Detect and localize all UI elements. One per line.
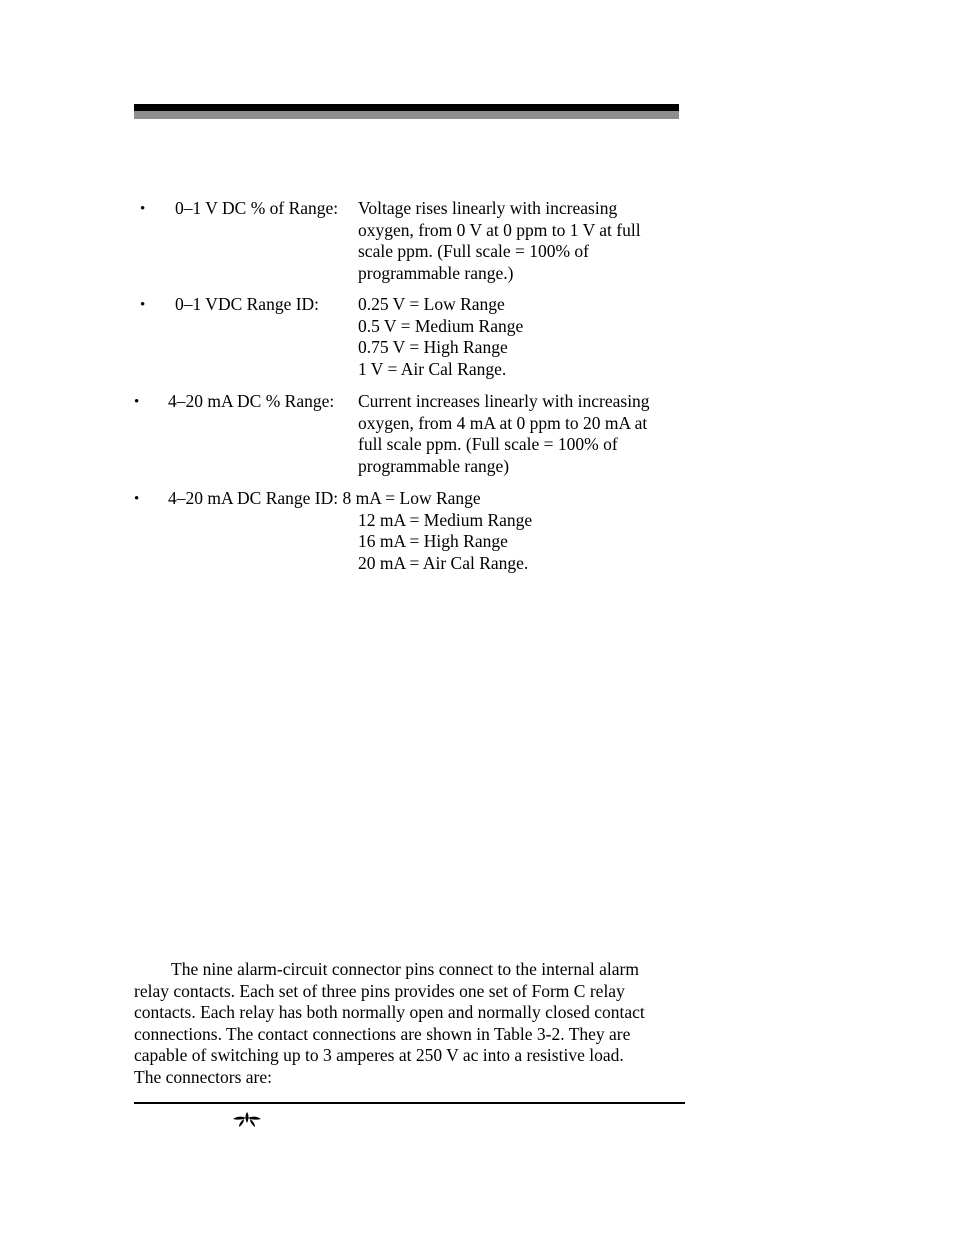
paragraph-line: contacts. Each relay has both normally open and normally closed contact: [134, 1002, 645, 1022]
description-line: oxygen, from 4 mA at 0 ppm to 20 mA at: [358, 412, 648, 433]
description-line: 16 mA = High Range: [358, 531, 508, 551]
paragraph-line: The nine alarm-circuit connector pins connect to the internal alarm: [171, 959, 639, 979]
bullet: •: [134, 394, 140, 410]
output-description: [358, 488, 532, 574]
output-description: [358, 391, 650, 477]
description-line: Voltage rises linearly with increasing: [358, 198, 618, 218]
header-rule-shadow: [134, 111, 679, 119]
bullet: •: [140, 297, 146, 313]
description-line: oxygen, from 0 V at 0 ppm to 1 V at full: [358, 219, 641, 240]
description-line: 12 mA = Medium Range: [358, 509, 533, 530]
description-line: programmable range.): [358, 262, 514, 283]
output-description: [358, 198, 641, 284]
bullet: •: [140, 201, 146, 217]
paragraph-line: The connectors are:: [134, 1066, 272, 1087]
description-line: [358, 488, 532, 510]
paragraph-line: relay contacts. Each set of three pins provides one set of Form C relay: [134, 980, 625, 1001]
description-line: 0.25 V = Low Range: [358, 294, 505, 314]
description-line: 0.5 V = Medium Range: [358, 315, 524, 336]
description-line: scale ppm. (Full scale = 100% of: [358, 241, 589, 261]
bullet: •: [134, 491, 140, 507]
output-label: 4–20 mA DC Range ID: 8 mA = Low Range: [168, 488, 481, 508]
output-description: [358, 294, 523, 380]
description-line: Current increases linearly with increasing: [358, 391, 650, 411]
paragraph-line: capable of switching up to 3 amperes at 250 V ac into a resistive load.: [134, 1045, 624, 1065]
description-line: full scale ppm. (Full scale = 100% of: [358, 434, 618, 454]
description-line: 0.75 V = High Range: [358, 337, 508, 357]
output-label: 0–1 VDC Range ID:: [175, 294, 320, 314]
description-line: 20 mA = Air Cal Range.: [358, 552, 529, 573]
output-label: 0–1 V DC % of Range:: [175, 198, 339, 218]
paragraph-line: connections. The contact connections are shown in Table 3-2. They are: [134, 1023, 631, 1044]
alarm-connector-paragraph: [134, 959, 686, 1088]
teledyne-logo-icon: [232, 1109, 262, 1129]
header-rule: [134, 104, 679, 111]
description-line: 1 V = Air Cal Range.: [358, 358, 507, 379]
description-line: programmable range): [358, 455, 510, 476]
footer-rule: [134, 1102, 685, 1104]
output-label: 4–20 mA DC % Range:: [168, 391, 335, 411]
